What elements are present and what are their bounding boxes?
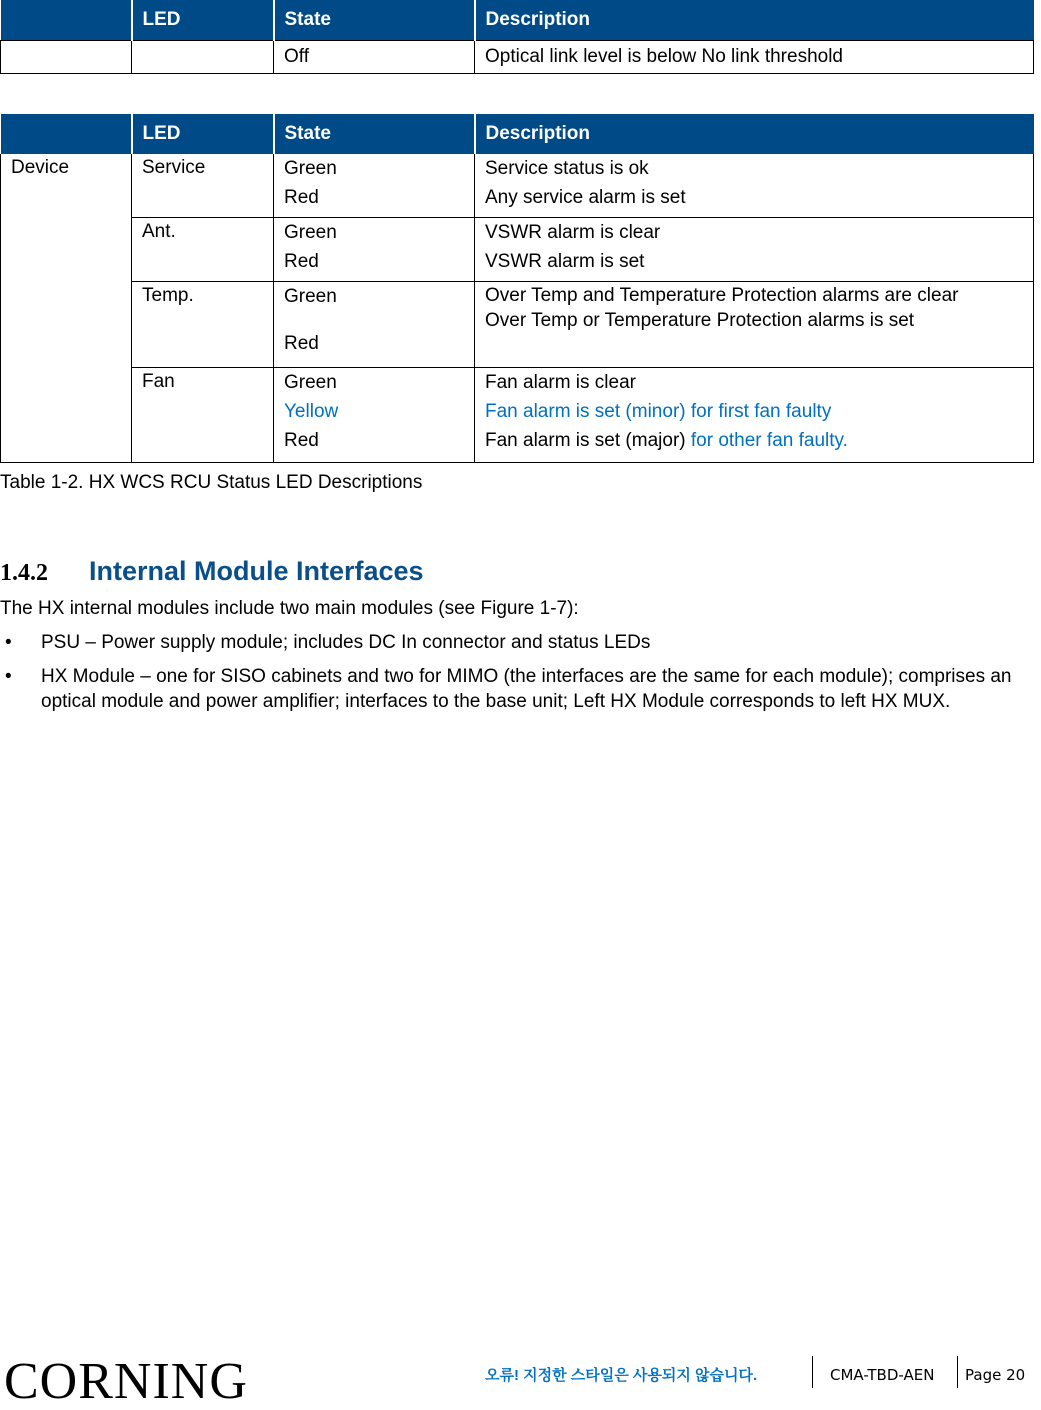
header-led: LED (132, 114, 274, 154)
description-line: Any service alarm is set (485, 187, 686, 208)
footer-doc-id: CMA-TBD-AEN (830, 1366, 935, 1384)
cell-led-temp: Temp. (132, 281, 274, 367)
description-suffix: for other fan faulty. (690, 429, 848, 451)
state-red: Red (284, 429, 319, 451)
table-top (0, 0, 1034, 74)
bullet-icon: • (5, 632, 12, 653)
bullet-icon: • (5, 666, 12, 687)
state-green: Green (284, 371, 337, 393)
corning-logo: CORNING (4, 1353, 248, 1410)
description-text: Fan alarm is set (major) (485, 429, 691, 451)
footer-error-text: 오류! 지정한 스타일은 사용되지 않습니다. (485, 1367, 758, 1384)
table-row (1, 154, 1034, 217)
table-status-leds (0, 114, 1034, 463)
description-line: Fan alarm is set (minor) for first fan faulty (485, 400, 832, 422)
cell-led-ant: Ant. (132, 217, 274, 281)
cell-led-service: Service (132, 154, 274, 217)
header-led: LED (132, 0, 274, 41)
section-number: 1.4.2 (0, 560, 48, 586)
description-line: VSWR alarm is set (485, 250, 645, 272)
cell-description (475, 217, 1034, 281)
table-caption: Table 1-2. HX WCS RCU Status LED Descriptions (0, 472, 423, 493)
header-cell (1, 114, 132, 154)
description-line: Over Temp and Temperature Protection alarms are clear (485, 284, 959, 306)
cell-description (475, 154, 1034, 217)
table-header-row (1, 114, 1034, 154)
cell-description (475, 281, 1034, 367)
state-green: Green (284, 158, 337, 179)
state-green: Green (284, 285, 337, 307)
header-description: Description (475, 0, 1034, 41)
cell-group-device: Device (1, 154, 132, 463)
header-description: Description (475, 114, 1034, 154)
intro-paragraph: The HX internal modules include two main modules (see Figure 1-7): (0, 598, 579, 619)
cell-description: Optical link level is below No link threshold (475, 41, 1034, 74)
state-red: Red (284, 250, 319, 272)
cell-led (1, 41, 132, 74)
list-item (0, 664, 1041, 714)
table-row (1, 41, 1034, 74)
list-item-text: PSU – Power supply module; includes DC In connector and status LEDs (41, 632, 651, 653)
description-line: Over Temp or Temperature Protection alarms is set (485, 309, 915, 331)
description-line: Service status is ok (485, 158, 649, 179)
page-footer (0, 1353, 1041, 1410)
state-yellow: Yellow (284, 400, 339, 422)
footer-divider (957, 1356, 958, 1388)
table-row (1, 367, 1034, 462)
state-green: Green (284, 221, 337, 243)
bullet-list (0, 630, 1041, 723)
header-cell (1, 0, 132, 41)
cell-state (274, 281, 475, 367)
description-line: VSWR alarm is clear (485, 221, 661, 243)
section-title: Internal Module Interfaces (89, 556, 424, 586)
page-number: Page 20 (965, 1366, 1026, 1384)
header-state: State (274, 114, 475, 154)
cell-state (274, 367, 475, 462)
list-item (0, 630, 1041, 655)
state-red: Red (284, 187, 319, 208)
cell-led-fan: Fan (132, 367, 274, 462)
description-line (485, 426, 1023, 455)
description-line: Fan alarm is clear (485, 371, 636, 393)
section-heading (0, 556, 424, 587)
table-header-row (1, 0, 1034, 41)
state-red: Red (284, 332, 319, 354)
list-item-text: HX Module – one for SISO cabinets and two for MIMO (the interfaces are the same for each module); comprises an optical module and power amplifier; interfaces to the base unit; Left HX Module corresponds to left HX MUX. (41, 666, 1012, 712)
cell-description (475, 367, 1034, 462)
cell-state (274, 217, 475, 281)
cell-state: Off (274, 41, 475, 74)
table-row (1, 281, 1034, 367)
cell-state (274, 154, 475, 217)
header-state: State (274, 0, 475, 41)
table-row (1, 217, 1034, 281)
cell-sub (132, 41, 274, 74)
footer-divider (812, 1356, 813, 1388)
